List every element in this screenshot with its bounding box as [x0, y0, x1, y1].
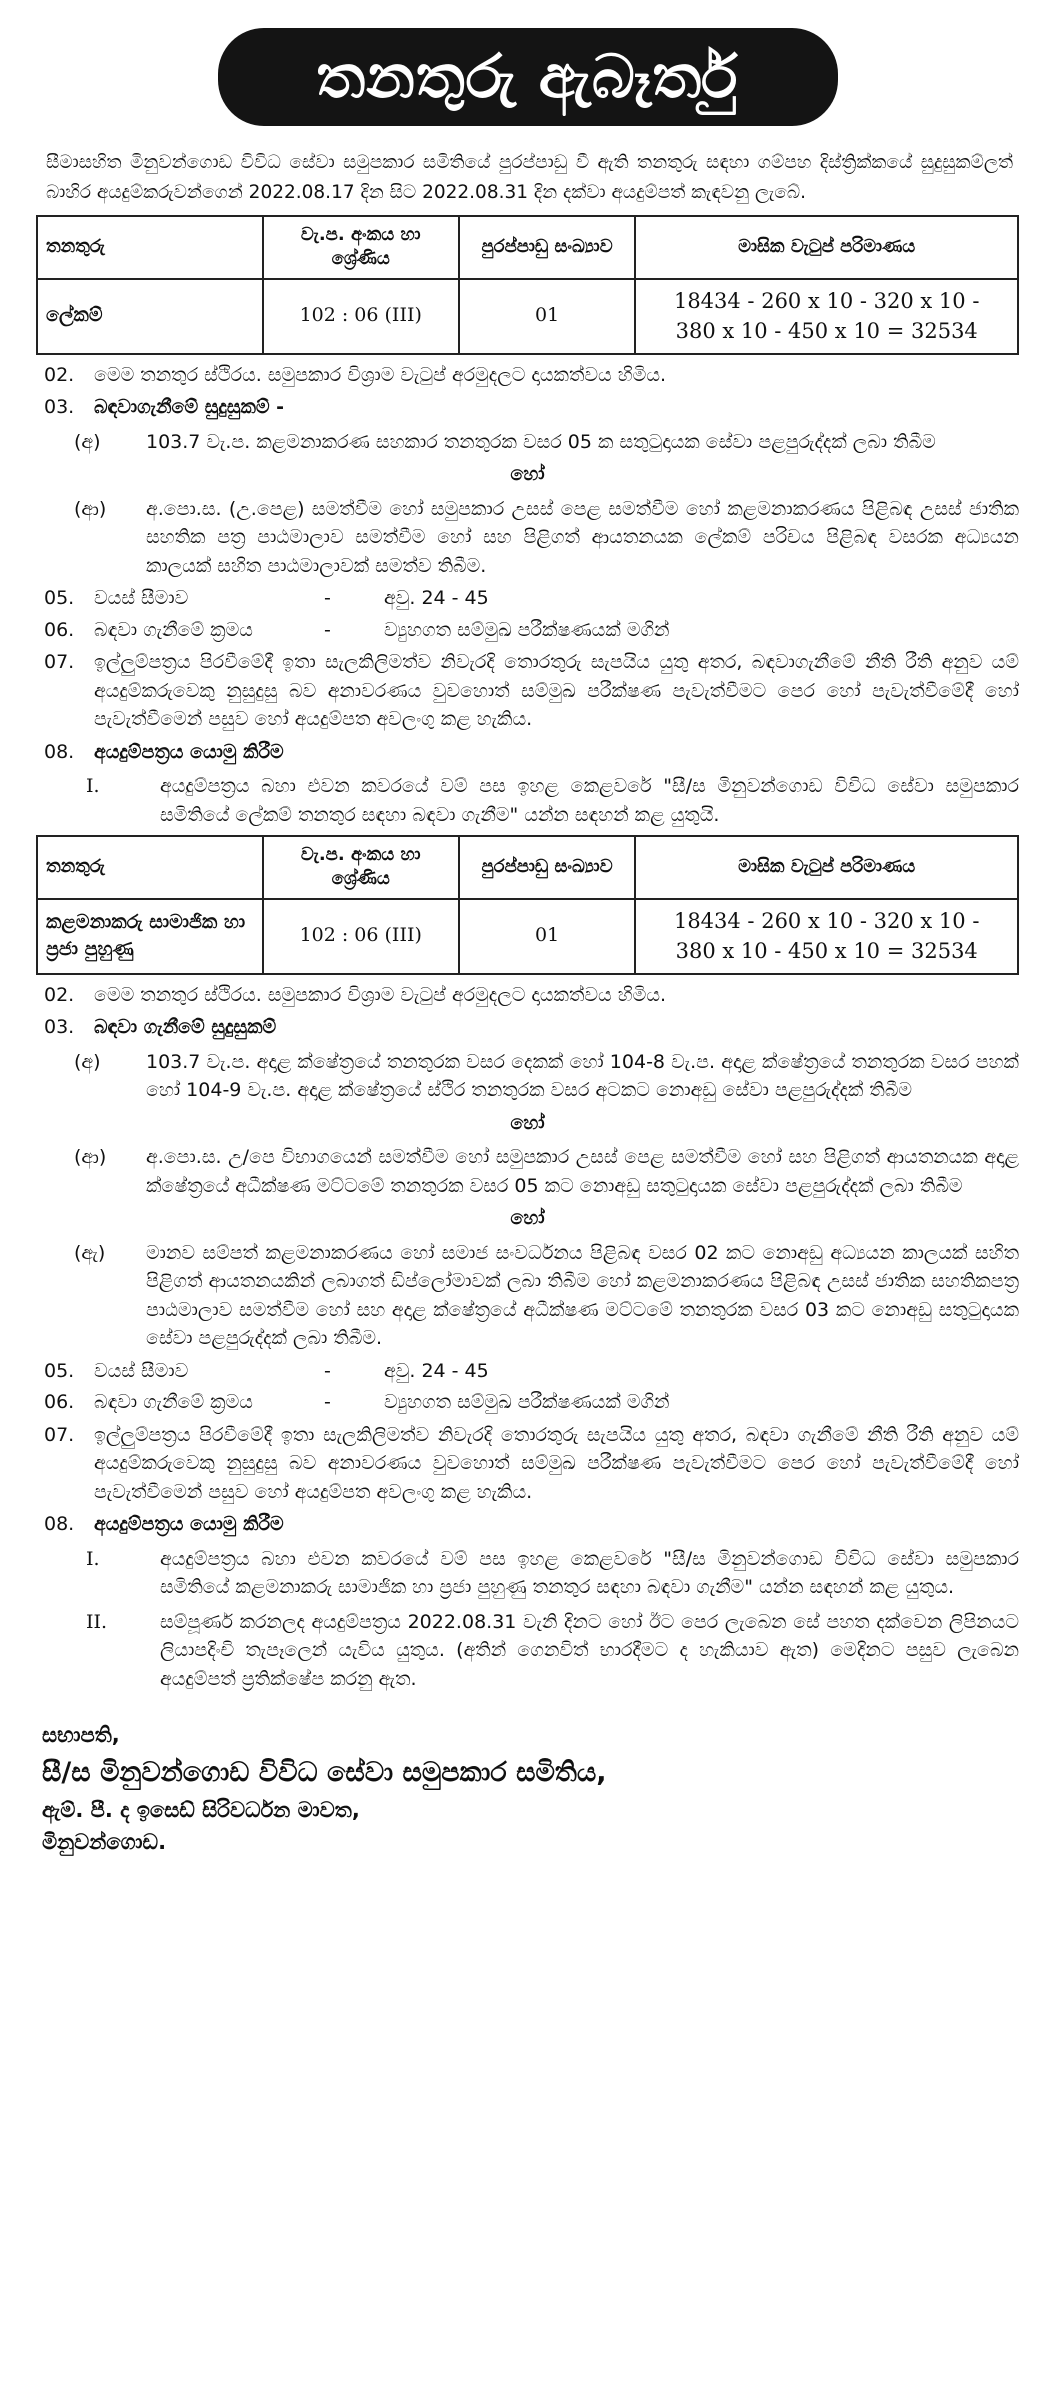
- job2-salary: [635, 899, 1018, 974]
- job1-salary-line1: 18434 - 260 x 10 - 320 x 10 -: [673, 288, 980, 313]
- clause-key: බඳවා ගැනීමේ ක්‍රමය: [94, 1391, 253, 1414]
- clause-value: ව්‍යුහගත සම්මුඛ පරීක්ෂණයක් මගින්: [384, 1391, 670, 1414]
- roman-label: I.: [86, 1547, 100, 1570]
- clause-number: 06.: [44, 1391, 75, 1414]
- job1-clause-03: [36, 393, 1019, 422]
- clause-heading: අයදුම්පත්‍රය යොමු කිරීම: [94, 740, 284, 763]
- clause-value: ව්‍යුහගත සම්මුඛ පරීක්ෂණයක් මගින්: [384, 618, 670, 641]
- signature-organization: සී/ස මිනුවන්ගොඩ විවිධ සේවා සමුපකාර සමිතිය,: [42, 1756, 607, 1788]
- job2-clause-03: [36, 1013, 1019, 1042]
- clause-number: 03.: [44, 396, 75, 419]
- clause-text: මෙම තනතුර ස්ථිරය. සමුපකාර විශ්‍රාම වැටුප් අරමුදලට දායකත්වය හිමිය.: [94, 983, 667, 1006]
- header-vacancies: පුරප්පාඩු සංඛ්‍යාව: [459, 836, 636, 899]
- roman-text: සම්පූර්ණ කරනලද අයදුම්පත්‍රය 2022.08.31 වැනි දිනට හෝ ඊට පෙර ලැබෙන සේ පහත දක්වෙන ලිපිනයට ලියාපදිංචි තැපෑලෙන් යැවිය යුතුය. (අතින් ගෙනවිත් භාරදීමට ද හැකියාව ඇත) මෙදිනට පසුව ලැබෙන අයදුම්පත් ප්‍රතික්ෂේප කරනු ඇත.: [160, 1610, 1019, 1690]
- job1-qual-aa: [36, 495, 1019, 581]
- clause-number: 08.: [44, 740, 75, 763]
- job1-salary: [635, 279, 1018, 354]
- job1-clause-07: [36, 648, 1019, 734]
- vacancy-notice-page: [0, 28, 1055, 2405]
- job2-salary-line1: 18434 - 260 x 10 - 320 x 10 -: [673, 908, 980, 933]
- job1-salary-line2: 380 x 10 - 450 x 10 = 32534: [675, 319, 978, 344]
- clause-heading: අයදුම්පත්‍රය යොමු කිරීම: [94, 1513, 284, 1536]
- sub-label: (අ): [74, 430, 101, 453]
- job2-or-1: හෝ: [510, 1111, 545, 1134]
- clause-number: 02.: [44, 983, 75, 1006]
- clause-number: 05.: [44, 1359, 75, 1382]
- job1-submit-i: [36, 772, 1019, 829]
- sub-label: (ආ): [74, 1146, 107, 1169]
- roman-label: II.: [86, 1610, 108, 1633]
- roman-text: අයදුම්පත්‍රය බහා එවන කවරයේ වම් පස ඉහළ කෙළවරේ "සී/ස මිනුවන්ගොඩ විවිධ සේවා සමුපකාර සමිතියේ කළමනාකරු සාමාජික හා ප්‍රජා පුහුණු තනතුර සඳහා බඳවා ගැනීම" යන්න සඳහන් කළ යුතුය.: [160, 1547, 1019, 1599]
- job1-qual-a: [36, 428, 1019, 457]
- header-grade: වැ.ප. අංකය හා ශ්‍රේණිය: [263, 216, 459, 279]
- job1-table-header-row: [37, 216, 1018, 279]
- sub-text: 103.7 වැ.ප. අදාළ ක්ෂේත්‍රයේ තනතුරක වසර දෙකක් හෝ 104-8 වැ.ප. අදාළ ක්ෂේත්‍රයේ තනතුරක වසර පහක් හෝ 104-9 වැ.ප. අදාළ ක්ෂේත්‍රයේ ස්ථිර තනතුරක වසර අටකට නොඅඩු සේවා පළපුරුද්දක් තිබීම: [146, 1050, 1019, 1102]
- job2-or-2: හෝ: [510, 1207, 545, 1230]
- sub-text: අ.පො.ස. උ/පෙ විභාගයෙන් සමත්වීම හෝ සමුපකාර උසස් පෙළ සමත්වීම හෝ සහ පිළිගත් ආයතනයක අදාළ ක්ෂේත්‍රයේ අධීක්ෂණ මට්ටමේ තනතුරක වසර 05 කට නොඅඩු සතුටුදායක සේවා පළපුරුද්දක් ලබා තිබීම: [146, 1146, 1019, 1197]
- job1-table: [36, 215, 1019, 354]
- clause-text: ඉල්ලුම්පත්‍රය පිරවීමේදී ඉතා සැලකිලිමත්ව නිවැරදි තොරතුරු සැපයිය යුතු අතර, බඳවා ගැනීමේ නීති රීති අනුව යම් අයදුම්කරුවෙකු නුසුදුසු බව අනාවරණය වුවහොත් සම්මුඛ පරීක්ෂණ පැවැත්වීමට පෙර හෝ පැවැත්වීමේදී හෝ පැවැත්වීමෙන් පසුව හෝ අයදුම්පත අවලංගු කළ හැකිය.: [94, 1423, 1019, 1503]
- job2-qual-ae: [36, 1239, 1019, 1353]
- clause-key: වයස් සීමාව: [94, 1359, 189, 1382]
- clause-heading: බඳවාගැනීමේ සුදුසුකම් -: [94, 396, 285, 419]
- signature-title: සභාපති,: [42, 1723, 120, 1748]
- job2-qual-a: [36, 1048, 1019, 1105]
- table-row: [37, 899, 1018, 974]
- job2-vacancies: 01: [459, 899, 636, 974]
- job2-salary-line2: 380 x 10 - 450 x 10 = 32534: [675, 939, 978, 964]
- sub-label: (ඇ): [74, 1241, 106, 1264]
- job2-table-header-row: [37, 836, 1018, 899]
- header-grade: වැ.ප. අංකය හා ශ්‍රේණිය: [263, 836, 459, 899]
- header-salary: මාසික වැටුප් පරිමාණය: [635, 216, 1018, 279]
- clause-value: අවු. 24 - 45: [384, 587, 489, 610]
- clause-key: වයස් සීමාව: [94, 587, 189, 610]
- clause-number: 02.: [44, 363, 75, 386]
- job2-qual-aa: [36, 1143, 1019, 1200]
- job2-clause-02: [36, 981, 1019, 1010]
- clause-dash: -: [324, 1359, 331, 1382]
- job2-clause-06: [36, 1388, 1019, 1417]
- signature-street: ඇම්. පී. ද ඉසෙඩ් සිරිවර්ධන මාවත,: [42, 1797, 360, 1822]
- job1-or-1: හෝ: [510, 463, 545, 486]
- sub-label: (අ): [74, 1050, 101, 1073]
- job1-vacancies: 01: [459, 279, 636, 354]
- intro-paragraph: සීමාසහිත මිනුවන්ගොඩ විවිධ සේවා සමුපකාර සමිතියේ පුරප්පාඩු වී ඇති තනතුරු සඳහා ගම්පහ දිස්ත්‍රික්කයේ සුදුසුකම්ලත් බාහිර අයදුම්කරුවන්ගෙන් 2022.08.17 දින සිට 2022.08.31 දින දක්වා අයදුම්පත් කැඳවනු ලැබේ.: [46, 152, 1013, 203]
- clause-text: ඉල්ලුම්පත්‍රය පිරවීමේදී ඉතා සැලකිලිමත්ව නිවැරදි තොරතුරු සැපයිය යුතු අතර, බඳවාගැනීමේ නීති රීති අනුව යම් අයදුම්කරුවෙකු නුසුදුසු බව අනාවරණය වුවහොත් සම්මුඛ පරීක්ෂණ පැවැත්වීමට පෙර හෝ පැවැත්වීමේදී හෝ පැවැත්වීමෙන් පසුව හෝ අයදුම්පත අවලංගු කළ හැකිය.: [94, 651, 1019, 731]
- job2-clause-08: [36, 1510, 1019, 1539]
- clause-value: අවු. 24 - 45: [384, 1359, 489, 1382]
- header-post: තනතුරු: [37, 216, 263, 279]
- clause-dash: -: [324, 1391, 331, 1414]
- job1-clause-08: [36, 738, 1019, 767]
- header-post: තනතුරු: [37, 836, 263, 899]
- clause-number: 08.: [44, 1513, 75, 1536]
- table-row: [37, 279, 1018, 354]
- page-title: තනතුරු ඇබෑර්තු: [218, 28, 838, 126]
- clause-key: බඳවා ගැනීමේ ක්‍රමය: [94, 618, 253, 641]
- header-salary: මාසික වැටුප් පරිමාණය: [635, 836, 1018, 899]
- job1-grade: 102 : 06 (III): [263, 279, 459, 354]
- clause-number: 07.: [44, 1423, 75, 1446]
- signature-town: මිනුවන්ගොඩ.: [42, 1830, 167, 1855]
- clause-text: මෙම තනතුර ස්ථිරය. සමුපකාර විශ්‍රාම වැටුප් අරමුදලට දායකත්වය හිමිය.: [94, 363, 667, 386]
- clause-number: 07.: [44, 651, 75, 674]
- clause-number: 05.: [44, 587, 75, 610]
- job1-post: ලේකම්: [37, 279, 263, 354]
- sub-label: (ආ): [74, 497, 107, 520]
- clause-dash: -: [324, 587, 331, 610]
- roman-text: අයදුම්පත්‍රය බහා එවන කවරයේ වම් පස ඉහළ කෙළවරේ "සී/ස මිනුවන්ගොඩ විවිධ සේවා සමුපකාර සමිතියේ ලේකම් තනතුර සඳහා බඳවා ගැනීම" යන්න සඳහන් කළ යුතුයි.: [160, 775, 1019, 826]
- clause-number: 06.: [44, 618, 75, 641]
- job2-clause-07: [36, 1421, 1019, 1507]
- job2-submit-ii: [36, 1608, 1019, 1694]
- job1-clause-06: [36, 616, 1019, 645]
- signature-block: [36, 1719, 1019, 1858]
- job1-clause-02: [36, 361, 1019, 390]
- job2-submit-i: [36, 1545, 1019, 1602]
- sub-text: අ.පො.ස. (උ.පෙළ) සමත්වීම හෝ සමුපකාර උසස් පෙළ සමත්වීම හෝ කළමනාකරණය පිළිබඳ උසස් ජාතික සහතික පත්‍ර පාඨමාලාව සමත්වීම හෝ සහ පිළිගත් ආයතනයක ලේකම් පරිචය පිළිබඳ වසරක අධ්‍යයන කාලයක් සහිත පාඨමාලාවක් සමත්ව තිබීම.: [146, 497, 1019, 577]
- sub-text: 103.7 වැ.ප. කළමනාකරණ සහකාර තනතුරක වසර 05 ක සතුටුදායක සේවා පළපුරුද්දක් ලබා තිබීම: [146, 430, 936, 453]
- clause-heading: බඳවා ගැනීමේ සුදුසුකම්: [94, 1016, 277, 1039]
- job2-table: [36, 835, 1019, 974]
- header-vacancies: පුරප්පාඩු සංඛ්‍යාව: [459, 216, 636, 279]
- clause-number: 03.: [44, 1016, 75, 1039]
- job1-clause-05: [36, 584, 1019, 613]
- job2-post: කළමනාකරු සාමාජික හා ප්‍රජා පුහුණු: [37, 899, 263, 974]
- roman-label: I.: [86, 775, 100, 798]
- sub-text: මානව සම්පත් කළමනාකරණය හෝ සමාජ සංවර්ධනය පිළිබඳ වසර 02 කට නොඅඩු අධ්‍යයන කාලයක් සහිත පිළිගත් ආයතනයකින් ලබාගත් ඩිප්ලෝමාවක් ලබා තිබීම හෝ කළමනාකරණය පිළිබඳ උසස් ජාතික සහතිකපත්‍ර පාඨමාලාව සමත්වීම හෝ සහ අදාළ ක්ෂේත්‍රයේ අධීක්ෂණ මට්ටමේ තනතුරක වසර 03 කට නොඅඩු සතුටුදායක සේවා පළපුරුද්දක් ලබා තිබීම.: [146, 1241, 1019, 1350]
- clause-dash: -: [324, 618, 331, 641]
- job2-grade: 102 : 06 (III): [263, 899, 459, 974]
- job2-clause-05: [36, 1357, 1019, 1386]
